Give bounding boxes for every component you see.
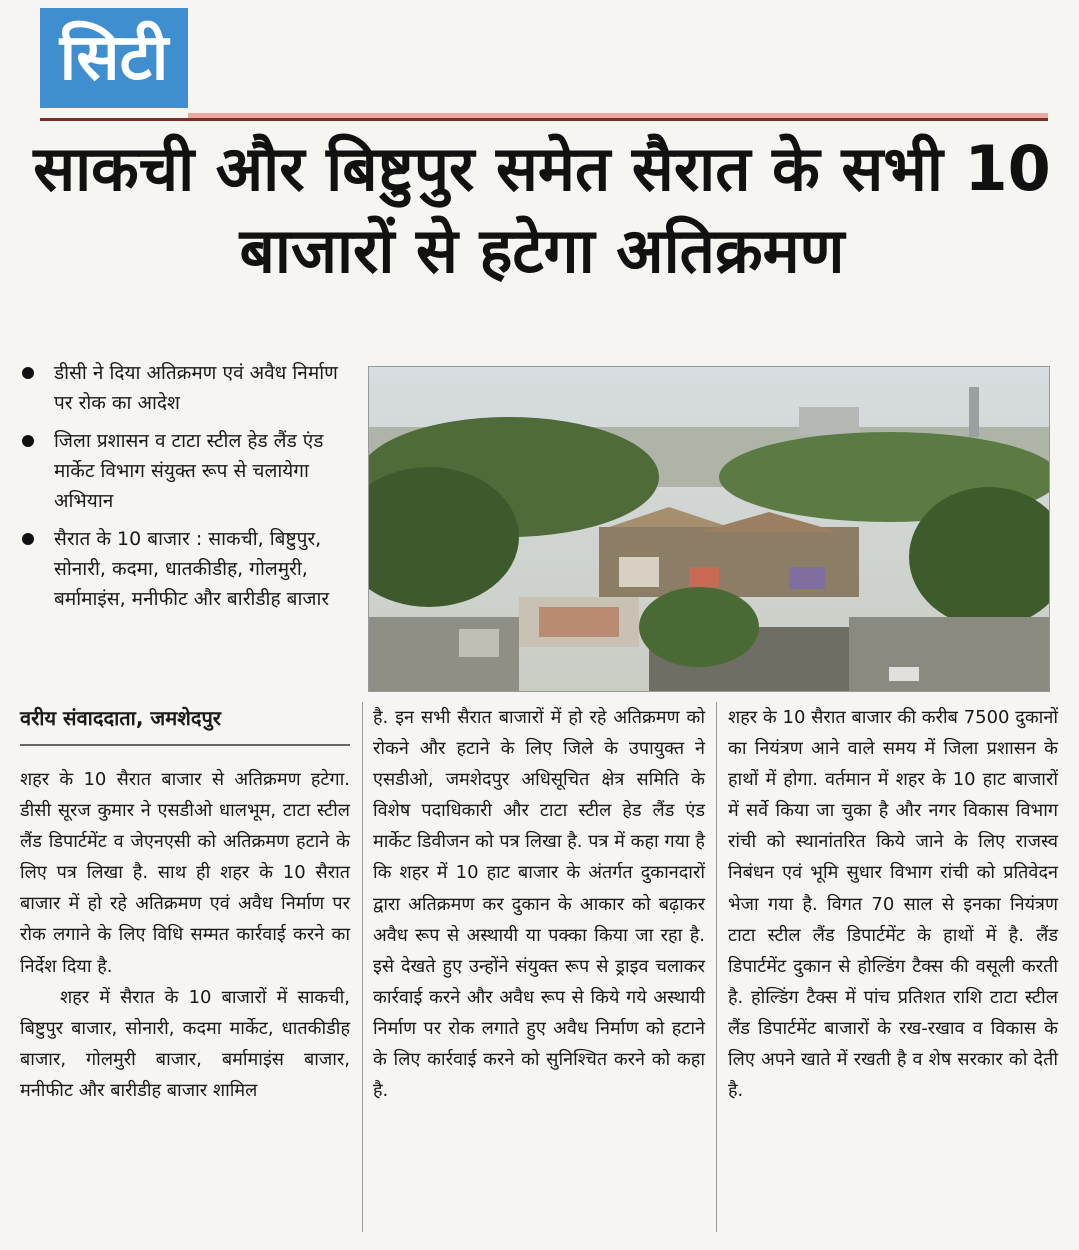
- highlight-text: जिला प्रशासन व टाटा स्टील हेड लैंड एंड मार्केट विभाग संयुक्त रूप से चलायेगा अभियान: [54, 430, 324, 512]
- highlight-item: [20, 358, 360, 418]
- article-column-2: [373, 702, 705, 1106]
- bullet-icon: [22, 367, 34, 379]
- headline: साकची और बिष्टुपुर समेत सैरात के सभी 10 बाजारों से हटेगा अतिक्रमण: [33, 132, 1051, 287]
- highlights-list: [20, 358, 360, 622]
- column-divider: [362, 702, 363, 1232]
- paragraph: है. इन सभी सैरात बाजारों में हो रहे अतिक्रमण को रोकने और हटाने के लिए जिले के उपायुक्त ने एसडीओ, जमशेदपुर अधिसूचित क्षेत्र समिति के विशेष पदाधिकारी और टाटा स्टील हेड लैंड एंड मार्केट डिवीजन को पत्र लिखा है. पत्र में कहा गया है कि शहर में 10 हाट बाजार के अंतर्गत दुकानदारों द्वारा अतिक्रमण कर दुकान के आकार को बढ़ाकर अवैध रूप से अस्थायी या पक्का किया जा रहा है. इसे देखते हुए उन्होंने संयुक्त रूप से ड्राइव चलाकर कार्रवाई करने और अवैध रूप से किये गये अस्थायी निर्माण पर रोक लगाते हुए अवैध निर्माण को हटाने के लिए कार्रवाई करने को सुनिश्चित करने को कहा है.: [373, 707, 705, 1102]
- paragraph: शहर में सैरात के 10 बाजारों में साकची, बिष्टुपुर बाजार, सोनारी, कदमा मार्केट, धातकीडीह बाजार, गोलमुरी बाजार, बर्मामाइंस बाजार, मनीफीट और बारीडीह बाजार शामिल: [20, 986, 350, 1101]
- highlight-text: डीसी ने दिया अतिक्रमण एवं अवैध निर्माण पर रोक का आदेश: [54, 362, 338, 414]
- photo-illustration: [369, 367, 1049, 691]
- article-column-1: [20, 764, 350, 1106]
- highlight-item: [20, 426, 360, 516]
- market-aerial-photo: [368, 366, 1050, 692]
- highlight-text: सैरात के 10 बाजार : साकची, बिष्टुपुर, सोनारी, कदमा, धातकीडीह, गोलमुरी, बर्मामाइंस, मनीफीट और बारीडीह बाजार: [54, 528, 330, 610]
- paragraph: शहर के 10 सैरात बाजार की करीब 7500 दुकानों का नियंत्रण आने वाले समय में जिला प्रशासन के हाथों में होगा. वर्तमान में शहर के 10 हाट बाजारों में सर्वे किया जा चुका है और नगर विकास विभाग रांची को स्थानांतरित किये जाने के लिए राजस्व निबंधन एवं भूमि सुधार विभाग रांची को प्रतिवेदन भेजा गया है. विगत 70 साल से इनका नियंत्रण टाटा स्टील लैंड डिपार्टमेंट के हाथों में है. लैंड डिपार्टमेंट दुकान से होल्डिंग टैक्स की वसूली करती है. होल्डिंग टैक्स में पांच प्रतिशत राशि टाटा स्टील लैंड डिपार्टमेंट बाजारों के रख-रखाव व विकास के लिए अपने खाते में रखती है व शेष सरकार को देती है.: [728, 707, 1058, 1102]
- article-column-3: [728, 702, 1058, 1106]
- bullet-icon: [22, 533, 34, 545]
- bullet-icon: [22, 435, 34, 447]
- highlight-item: [20, 524, 360, 614]
- section-label: सिटी: [40, 8, 188, 108]
- byline: वरीय संवाददाता, जमशेदपुर: [20, 706, 221, 730]
- column-divider: [716, 702, 717, 1232]
- byline-divider: [20, 744, 350, 746]
- paragraph: शहर के 10 सैरात बाजार से अतिक्रमण हटेगा. डीसी सूरज कुमार ने एसडीओ धालभूम, टाटा स्टील लैंड डिपार्टमेंट व जेएनएसी को अतिक्रमण हटाने के लिए पत्र लिखा है. साथ ही शहर के 10 सैरात बाजार में हो रहे अतिक्रमण एवं अवैध निर्माण पर रोक लगाने के लिए विधि सम्मत कार्रवाई करने का निर्देश दिया है.: [20, 769, 350, 977]
- section-divider-dark: [40, 118, 1048, 121]
